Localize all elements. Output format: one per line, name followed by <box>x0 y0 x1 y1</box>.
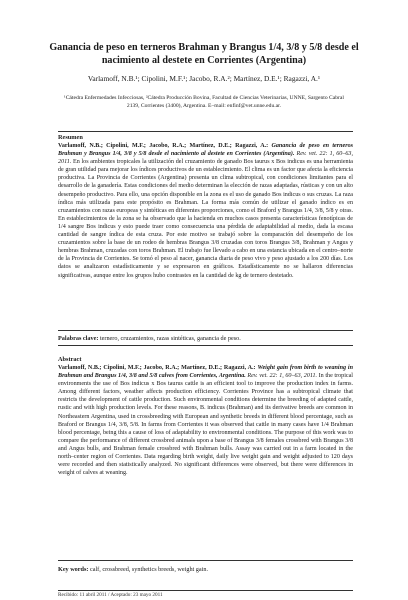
author-list: Varlamoff, N.B.¹; Cipolini, M.F.¹; Jacobo, R.A.²; Martínez, D.E.¹; Ragazzi, A.¹ <box>87 74 321 83</box>
resumen-body <box>58 142 353 280</box>
key-words <box>58 566 353 574</box>
article-title: Ganancia de peso en terneros Brahman y Brangus 1/4, 3/8 y 5/8 desde el nacimiento al destete en Corrientes (Argentina) <box>49 42 359 66</box>
palabras-clave-label: Palabras clave: <box>58 335 99 342</box>
abstract-citation-journal: Rev. vet. 22: 1, 60–63, 2011. <box>245 373 318 380</box>
resumen-text: En los ambientes tropicales la utilización del cruzamiento de ganado Bos taurus x Bos indicus es una herramienta de gran utilidad para mejorar los índices productivos de un establecimiento. El clima es un factor que afecta la eficiencia productiva. La Provincia de Corrientes (Argentina) presenta un clima subtropical, con condiciones limitantes para el desarrollo de la ganadería. Estas condiciones del medio determinan la elección de razas adaptadas, rústicas y con un alto desempeño productivo. Para ello, una opción disponible en la zona es el uso de ganado Bos indicus o sus cruzas. La raza índica más utilizada para este propósito es Brahman. La forma más común de utilizar el ganado índico es en cruzamientos con razas europeas y sintéticas en diferentes proporciones, como el Braford y Brangus 1/4, 3/8, 5/8 y otras. En establecimientos de la zona se ha observado que la hacienda en muchos casos presenta características fenotípicas de 1/4 sangre Bos indicus y esto puede traer como consecuencia una pérdida de adaptabilidad al medio, dada la escasa cantidad de sangre índica de esta cruza. Por este motivo se trabajó sobre la comparación del desempeño de los cruzamientos sobre la base de un rodeo de hembras Brangus 3/8 cruzadas con toros Brangus 3/8, Brahman y Angus y hembras Brahman, cruzadas con toros Brahman. El trabajo fue llevado a cabo en una estancia ubicada en el centro–norte de la Provincia de Corrientes. Se tomó el peso al nacer, ganancia diaria de peso vivo y peso ajustado a los 200 días. Los datos se analizaron estadísticamente y se expresaron en gráficos. Estadísticamente no se hallaron diferencias significativas, aunque entre los grupos hubo contrastes en la cantidad de kg de ternero destetado. <box>58 159 353 279</box>
resumen-citation-journal: Rev. vet. 22: 1, 60–63, 2011. <box>58 151 353 166</box>
resumen-citation-authors: Varlamoff, N.B.; Cipolini, M.F.; Jacobo, R.A.; Martínez, D.E.; Ragazzi, A.: <box>58 143 272 149</box>
received-accepted-dates: Recibido: 11 abril 2011 / Aceptado: 23 mayo 2011 <box>58 592 163 598</box>
resumen-section <box>58 134 353 280</box>
resumen-top-rule <box>58 131 353 132</box>
resumen-heading: Resumen <box>58 134 83 141</box>
resumen-bottom-rule <box>58 330 353 331</box>
abstract-top-rule <box>58 345 353 346</box>
abstract-body <box>58 364 353 477</box>
affiliation: ¹Cátedra Enfermedades Infecciosas, ²Cátedra Producción Bovina, Facultad de Ciencias Veterinarias, UNNE, Sargento Cabral 2139, Corrientes (3400), Argentina. E–mail: enfinf@vet.unne.edu.ar. <box>64 95 344 109</box>
abstract-citation-title: Weight gain from birth to weaning in Brahman and Brangus 1/4, 3/8 and 5/8 calves from Corrientes, Argentina. <box>58 365 353 380</box>
key-words-text: calf, crossbreed, synthetics breeds, weight gain. <box>88 566 209 573</box>
palabras-clave <box>58 335 353 343</box>
abstract-text: In the tropical environments the use of Bos indicus x Bos taurus cattle is an efficient tool to improve the production index in farms. Among different factors, weather affects production efficiency. Corrientes Province has a subtropical climate that restricts the development of cattle production. Such environmental conditions determine the breeding of adapted cattle, rustic and with high production levels. For these reasons, B. indicus (Brahman) and its derivative breeds are common in Northeastern Argentina, used in crossbreeding with European and synthetic breeds in different blood percentage, such as Braford or Brangus 1/4, 3/8, 5/8. In farms from Corrientes it was observed that cattle in many cases have 1/4 Brahman blood percentage, being this a cause of loss of adaptability to environmental conditions. The purpose of this work was to compare the performance of different crossbred animals upon a base of Brangus 3/8 females crossbred with Brangus 3/8 and Angus bulls, and Brahman female crossbred with Brahman bulls. Assay was carried out in a farm located in the north–center region of Corrientes. Data regarding birth weight, daily live weight gain and weight adjusted to 120 days were recorded and then statistically analyzed. No significant differences were observed, but there were differences in weight of calves at weaning. <box>58 373 353 477</box>
abstract-section <box>58 356 353 477</box>
abstract-heading: Abstract <box>58 356 82 363</box>
abstract-citation-authors: Varlamoff, N.B.; Cipolini, M.F.; Jacobo, R.A.; Martínez, D.E.; Ragazzi, A.: <box>58 365 258 371</box>
key-words-label: Key words: <box>58 566 89 573</box>
footer-rule <box>58 590 353 591</box>
resumen-citation-title: Ganancia de peso en terneros Brahman y Brangus 1/4, 3/8 y 5/8 desde el nacimiento al destete en Corrientes (Argentina). <box>58 143 353 158</box>
palabras-clave-text: ternero, cruzamientos, razas sintéticas, ganancia de peso. <box>98 335 241 342</box>
abstract-bottom-rule <box>58 560 353 561</box>
